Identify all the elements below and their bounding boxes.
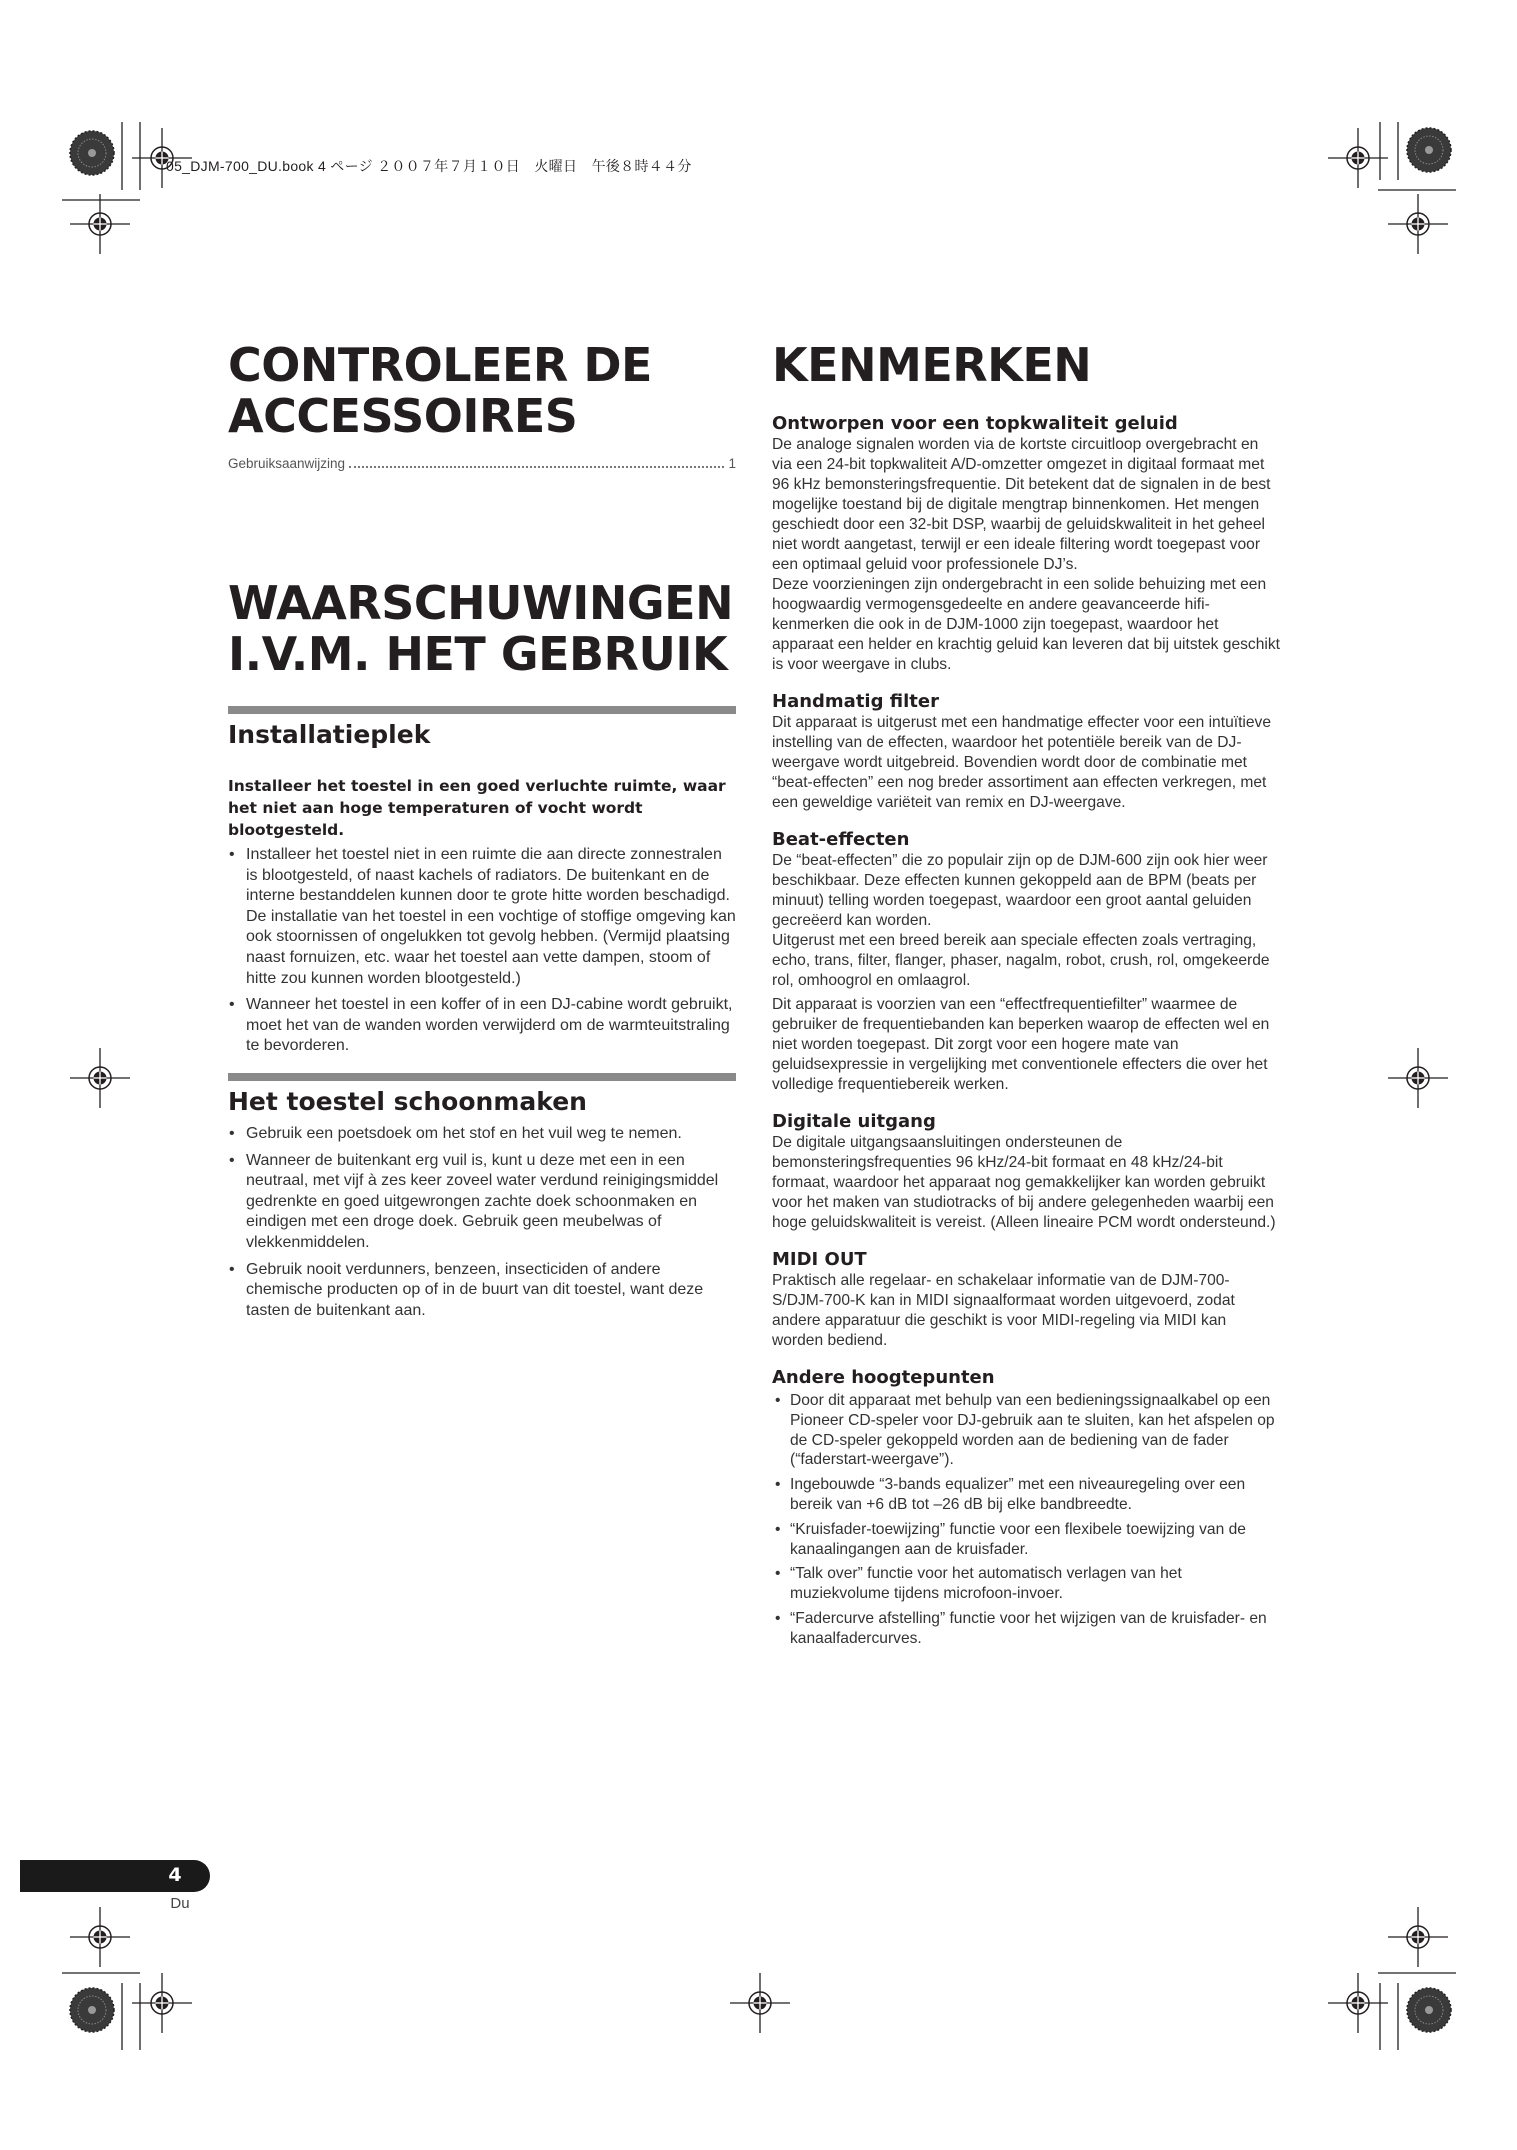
toc-page: 1 bbox=[728, 456, 736, 471]
section-installatieplek-heading: Installatieplek bbox=[228, 706, 736, 749]
registration-mark-right bbox=[1388, 1048, 1448, 1108]
highlights-block bbox=[772, 1367, 1280, 1649]
list-item: • Door dit apparaat met behulp van een bedieningssignaalkabel op een Pioneer CD-speler voor DJ-gebruik aan te sluiten, kan het afspelen op de CD-speler gekoppeld worden aan de bediening van de fader (“faderstart-weergave”). bbox=[772, 1391, 1280, 1470]
feature-heading: Ontworpen voor een topkwaliteit geluid bbox=[772, 413, 1178, 434]
title-waarschuwingen: WAARSCHUWINGEN I.V.M. HET GEBRUIK bbox=[228, 576, 734, 681]
registration-mark-bottom-center bbox=[730, 1973, 790, 2033]
list-item: • Wanneer het toestel in een koffer of in een DJ-cabine wordt gebruikt, moet het van de wanden worden verwijderd om de warmteuitstraling te bevorderen. bbox=[228, 995, 736, 1057]
feature-paragraph: De analoge signalen worden via de kortste circuitloop overgebracht en via een 24-bit topkwaliteit A/D-omzetter omgezet in digitaal formaat met 96 kHz bemonsteringsfrequentie. Dit betekent dat de signalen in de best mogelijke toestand bij de digitale mengtrap binnenkomen. Het mengen geschiedt door een 32-bit DSP, waarbij de geluidskwaliteit in het geheel niet wordt aangetast, terwijl er een ideale filtering wordt toegepast voor een optimaal geluid voor professionele DJ’s. bbox=[772, 436, 1271, 573]
feature-heading: Digitale uitgang bbox=[772, 1111, 936, 1132]
feature-heading: Beat-effecten bbox=[772, 829, 910, 850]
registration-mark-left bbox=[70, 1048, 130, 1108]
list-item: • Ingebouwde “3-bands equalizer” met een niveauregeling over een bereik van +6 dB tot –26 dB bij elke bandbreedte. bbox=[772, 1475, 1280, 1515]
feature-heading: Handmatig filter bbox=[772, 691, 939, 712]
list-item: • Wanneer de buitenkant erg vuil is, kunt u deze met een in een neutraal, met vijf à zes keer zoveel water verdund reinigingsmiddel gedrenkte en goed uitgewrongen zachte doek schoonmaken en eindigen met een droge doek. Gebruik geen meubelwas of vlekkenmiddelen. bbox=[228, 1151, 736, 1254]
feature-block bbox=[772, 1111, 1280, 1233]
highlights-heading: Andere hoogtepunten bbox=[772, 1367, 995, 1388]
feature-heading: MIDI OUT bbox=[772, 1249, 867, 1270]
toc-leader-dots bbox=[349, 466, 724, 468]
list-item: • “Fadercurve afstelling” functie voor het wijzigen van de kruisfader- en kanaalfadercurves. bbox=[772, 1609, 1280, 1649]
feature-paragraph: Deze voorzieningen zijn ondergebracht in een solide behuizing met een hoogwaardig vermogensgedeelte en andere geavanceerde hifi-kenmerken die ook in de DJM-1000 zijn toegepast, waardoor het apparaat een helder en krachtig geluid kan leveren dat bij uitstek geschikt is voor weergave in clubs. bbox=[772, 576, 1280, 673]
list-item: • Gebruik een poetsdoek om het stof en het vuil weg te nemen. bbox=[228, 1124, 736, 1145]
corner-mark-top-right bbox=[1328, 122, 1456, 254]
corner-mark-bottom-right bbox=[1328, 1907, 1456, 2050]
right-column bbox=[772, 340, 1280, 1654]
corner-mark-bottom-left bbox=[62, 1907, 192, 2050]
book-file-header: 05_DJM-700_DU.book 4 ページ ２００７年７月１０日 火曜日 午後８時４４分 bbox=[166, 158, 692, 174]
installatieplek-lead: Installeer het toestel in een goed verluchte ruimte, waar het niet aan hoge temperaturen of vocht wordt blootgesteld. bbox=[228, 777, 726, 839]
feature-block bbox=[772, 1249, 1280, 1351]
language-label: Du bbox=[170, 1895, 190, 1912]
section-schoonmaken-heading: Het toestel schoonmaken bbox=[228, 1073, 736, 1116]
feature-paragraph: Dit apparaat is voorzien van een “effectfrequentiefilter” waarmee de gebruiker de frequentiebanden kan beperken waarop de effecten wel en niet worden toegepast. Dit zorgt voor een hogere mate van geluidsexpressie in vergelijking met conventionele effecters die over het volledige frequentiebereik werken. bbox=[772, 996, 1270, 1093]
list-item: • “Kruisfader-toewijzing” functie voor een flexibele toewijzing van de kanaalingangen aan de kruisfader. bbox=[772, 1520, 1280, 1560]
feature-paragraph: Dit apparaat is uitgerust met een handmatige effecter voor een intuïtieve instelling van de effecten, waardoor het potentiële bereik van de DJ-weergave wordt uitgebreid. Bovendien wordt door de combinatie met “beat-effecten” een nog breder assortiment aan effecten verkregen, met een geweldige variëteit van remix en DJ-weergave. bbox=[772, 714, 1272, 811]
title-controleer-accessoires: CONTROLEER DE ACCESSOIRES bbox=[228, 338, 652, 443]
feature-paragraph: Praktisch alle regelaar- en schakelaar informatie van de DJM-700-S/DJM-700-K kan in MIDI signaalformaat worden uitgevoerd, zodat andere apparatuur die geschikt is voor MIDI-regeling via MIDI kan worden bediend. bbox=[772, 1272, 1235, 1349]
page-number: 4 bbox=[168, 1864, 182, 1886]
feature-paragraph: De digitale uitgangsaansluitingen ondersteunen de bemonsteringsfrequenties 96 kHz/24-bit formaat en 48 kHz/24-bit formaat, waardoor het apparaat nog gemakkelijker kan worden gebruikt voor het maken van studiotracks of bij andere gelegenheden waarbij een hoge geluidskwaliteit is vereist. (Alleen lineaire PCM wordt ondersteund.) bbox=[772, 1134, 1276, 1231]
left-column bbox=[228, 340, 736, 1327]
highlights-list bbox=[772, 1391, 1280, 1649]
feature-paragraph: Uitgerust met een breed bereik aan speciale effecten zoals vertraging, echo, trans, filter, flanger, phaser, nagalm, robot, crush, rol, omgekeerde rol, omhoogrol en omlaagrol. bbox=[772, 932, 1270, 989]
feature-block bbox=[772, 413, 1280, 675]
list-item: • Installeer het toestel niet in een ruimte die aan directe zonnestralen is blootgesteld, of naast kachels of radiators. De buitenkant en de interne bestanddelen kunnen door te grote hitte worden beschadigd. De installatie van het toestel in een vochtige of stoffige omgeving kan ook stoornissen of ongelukken tot gevolg hebben. (Vermijd plaatsing naast fornuizen, etc. waar het toestel aan vette dampen, stoom of hitte zou kunnen worden blootgesteld.) bbox=[228, 845, 736, 989]
toc-entry bbox=[228, 456, 736, 471]
schoonmaken-list bbox=[228, 1124, 736, 1321]
installatieplek-list bbox=[228, 845, 736, 1057]
feature-block bbox=[772, 829, 1280, 1095]
feature-block bbox=[772, 691, 1280, 813]
feature-paragraph: De “beat-effecten” die zo populair zijn op de DJM-600 zijn ook hier weer beschikbaar. Deze effecten kunnen gekoppeld aan de BPM (beats per minuut) telling worden toegepast, waardoor een groot aantal geluiden gecreëerd kan worden. bbox=[772, 852, 1268, 929]
toc-label: Gebruiksaanwijzing bbox=[228, 456, 346, 471]
corner-mark-top-left bbox=[62, 122, 192, 254]
list-item: • “Talk over” functie voor het automatisch verlagen van het muziekvolume tijdens microfoon-invoer. bbox=[772, 1564, 1280, 1604]
list-item: • Gebruik nooit verdunners, benzeen, insecticiden of andere chemische producten op of in de buurt van dit toestel, want deze tasten de buitenkant aan. bbox=[228, 1260, 736, 1322]
title-kenmerken: KENMERKEN bbox=[772, 338, 1092, 392]
